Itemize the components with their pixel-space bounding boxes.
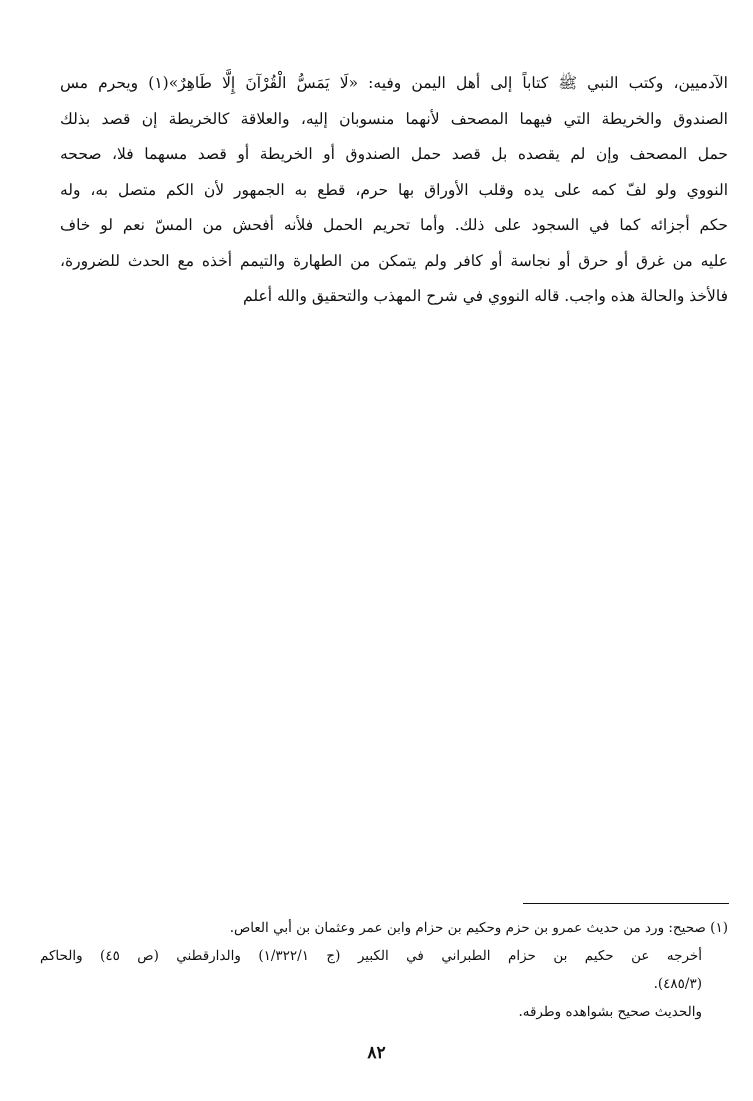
page-number: ٨٢	[367, 1043, 386, 1063]
body-line-3: حمل المصحف وإن لم يقصده بل قصد حمل الصندوق أو الخريطة أو قصد مسهما فلا، صححه	[60, 145, 728, 163]
main-text-block	[60, 66, 728, 315]
footnotes-block	[40, 914, 728, 1026]
body-line-1: الآدميين، وكتب النبي ﷺ كتاباً إلى أهل اليمن وفيه: «لَا يَمَسُّ الْقُرْآنَ إِلَّا طَاهِرٌ»(١) ويحرم مس	[60, 74, 728, 92]
footnote-separator	[523, 903, 729, 904]
body-line-4: النووي ولو لفّ كمه على يده وقلب الأوراق بها حرم، قطع به الجمهور لأن الكم متصل به، وله	[60, 180, 728, 199]
footnote-line-4: والحديث صحيح بشواهده وطرقه.	[518, 1004, 702, 1020]
body-line-2: الصندوق والخريطة التي فيهما المصحف لأنهما منسوبان إليه، والعلاقة كالخريطة إن قصد بذلك	[60, 109, 728, 128]
footnote-line-1: (١) صحيح: ورد من حديث عمرو بن حزم وحكيم بن حزام وابن عمر وعثمان بن أبي العاص.	[229, 920, 728, 936]
footnote-line-2: أخرجه عن حكيم بن حزام الطبراني في الكبير (ج ١/٣٢٢/١) والدارقطني (ص ٤٥) والحاكم	[40, 948, 702, 964]
body-line-6: عليه من غرق أو حرق أو نجاسة أو كافر ولم يتمكن من الطهارة والتيمم أخذه مع الحدث للضرورة،	[60, 251, 728, 270]
footnote-line-3: (٤٨٥/٣).	[653, 976, 702, 992]
body-line-7: فالأخذ والحالة هذه واجب. قاله النووي في شرح المهذب والتحقيق والله أعلم	[243, 287, 728, 305]
body-line-5: حكم أجزائه كما في السجود على ذلك. وأما تحريم الحمل فلأنه أفحش من المسّ نعم لو خاف	[60, 216, 728, 234]
